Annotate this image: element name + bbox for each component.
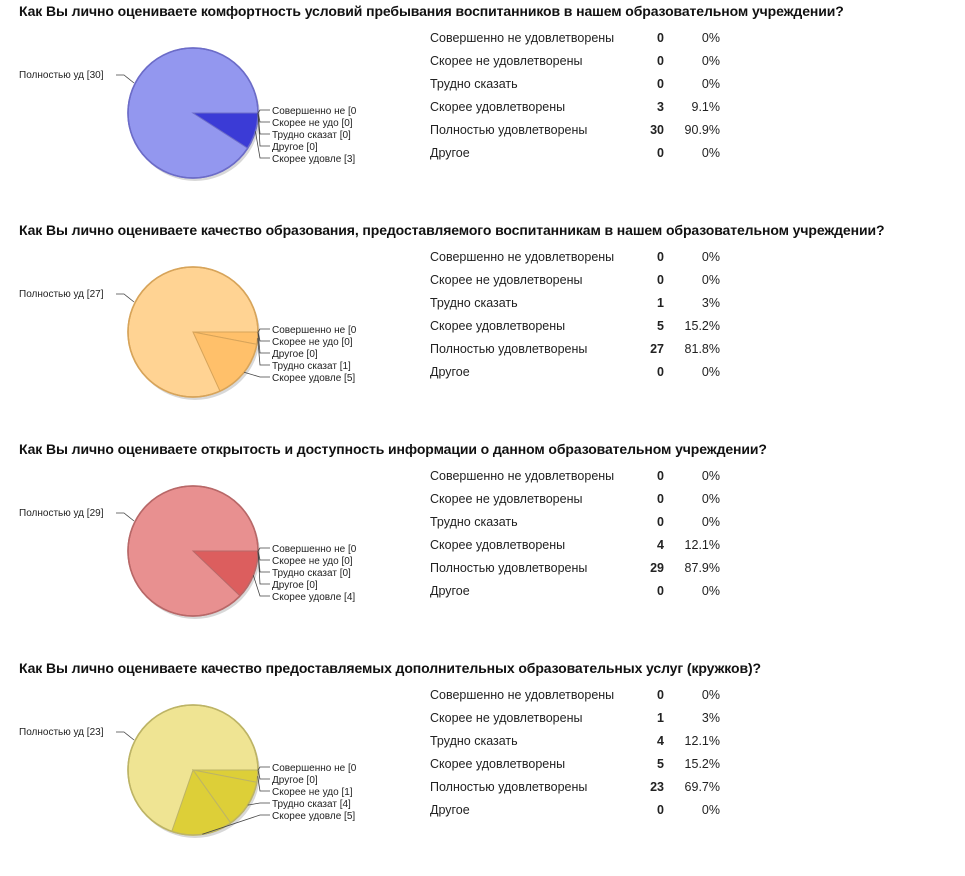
table-row: [424, 141, 720, 164]
option-count: 0: [657, 583, 664, 598]
option-percent: 0%: [701, 802, 720, 817]
question-section: [0, 0, 965, 219]
option-percent: 90.9%: [684, 122, 720, 137]
option-label: Полностью удовлетворены: [430, 341, 588, 356]
results-table: [424, 245, 720, 383]
table-row: [424, 775, 720, 798]
option-label: Другое: [430, 364, 470, 379]
option-label: Совершенно не удовлетворены: [430, 249, 615, 264]
table-row: [424, 118, 720, 141]
label-leader: [116, 294, 134, 302]
option-percent: 0%: [701, 272, 720, 287]
table-row: [424, 798, 720, 821]
table-row: [424, 49, 720, 72]
option-percent: 3%: [701, 295, 720, 310]
option-count: 0: [657, 514, 664, 529]
option-percent: 0%: [701, 30, 720, 45]
label-leader: [116, 732, 134, 740]
option-percent: 0%: [701, 249, 720, 264]
option-label: Скорее не удовлетворены: [430, 53, 583, 68]
pie-label: Другое [0]: [272, 775, 318, 786]
option-label: Трудно сказать: [430, 295, 518, 310]
pie-label-main: Полностью уд [29]: [19, 508, 104, 519]
option-label: Другое: [430, 802, 470, 817]
label-leader: [244, 372, 270, 377]
pie-label: Другое [0]: [272, 580, 318, 591]
pie-label: Совершенно не [0: [272, 325, 357, 336]
option-percent: 12.1%: [684, 733, 720, 748]
option-count: 0: [657, 468, 664, 483]
option-percent: 9.1%: [691, 99, 720, 114]
option-count: 0: [657, 30, 664, 45]
option-label: Скорее удовлетворены: [430, 756, 566, 771]
option-count: 29: [650, 560, 664, 575]
pie-label: Скорее удовле [5]: [272, 373, 356, 384]
table-row: [424, 556, 720, 579]
option-label: Совершенно не удовлетворены: [430, 30, 615, 45]
option-percent: 15.2%: [684, 756, 720, 771]
pie-label: Скорее не удо [1]: [272, 787, 353, 798]
table-row: [424, 752, 720, 775]
table-row: [424, 729, 720, 752]
pie-label: Скорее не удо [0]: [272, 118, 353, 129]
option-percent: 15.2%: [684, 318, 720, 333]
option-label: Скорее не удовлетворены: [430, 491, 583, 506]
option-count: 1: [657, 710, 664, 725]
option-count: 4: [657, 733, 664, 748]
option-count: 27: [650, 341, 664, 356]
option-count: 5: [657, 756, 664, 771]
option-percent: 3%: [701, 710, 720, 725]
table-row: [424, 268, 720, 291]
option-label: Скорее не удовлетворены: [430, 710, 583, 725]
option-percent: 0%: [701, 491, 720, 506]
question-title: Как Вы лично оцениваете комфортность условий пребывания воспитанников в нашем образовательном учреждении?: [19, 3, 844, 19]
pie-label-main: Полностью уд [23]: [19, 727, 104, 738]
question-title: Как Вы лично оцениваете открытость и доступность информации о данном образовательном учреждении?: [19, 441, 767, 457]
table-row: [424, 337, 720, 360]
table-row: [424, 291, 720, 314]
results-table: [424, 26, 720, 164]
pie-label: Скорее удовле [4]: [272, 592, 356, 603]
question-section: [0, 657, 965, 876]
option-label: Полностью удовлетворены: [430, 560, 588, 575]
option-label: Другое: [430, 145, 470, 160]
pie-chart: [0, 219, 420, 438]
results-table: [424, 683, 720, 821]
option-count: 0: [657, 53, 664, 68]
pie-label: Скорее не удо [0]: [272, 556, 353, 567]
option-label: Совершенно не удовлетворены: [430, 687, 615, 702]
option-label: Скорее удовлетворены: [430, 99, 566, 114]
pie-label: Совершенно не [0: [272, 763, 357, 774]
pie-label: Трудно сказат [1]: [272, 361, 351, 372]
option-percent: 0%: [701, 687, 720, 702]
option-count: 30: [650, 122, 664, 137]
option-count: 0: [657, 491, 664, 506]
option-percent: 0%: [701, 468, 720, 483]
question-section: [0, 438, 965, 657]
option-count: 3: [657, 99, 664, 114]
table-row: [424, 510, 720, 533]
option-percent: 0%: [701, 53, 720, 68]
option-count: 23: [650, 779, 664, 794]
table-row: [424, 72, 720, 95]
label-leader: [116, 513, 134, 521]
option-count: 0: [657, 145, 664, 160]
option-percent: 0%: [701, 145, 720, 160]
pie-label-main: Полностью уд [27]: [19, 289, 104, 300]
table-row: [424, 683, 720, 706]
table-row: [424, 579, 720, 602]
option-count: 1: [657, 295, 664, 310]
table-row: [424, 26, 720, 49]
label-leader: [116, 75, 134, 83]
option-percent: 69.7%: [684, 779, 720, 794]
table-row: [424, 360, 720, 383]
option-count: 0: [657, 687, 664, 702]
option-label: Другое: [430, 583, 470, 598]
option-count: 0: [657, 249, 664, 264]
pie-label: Трудно сказат [4]: [272, 799, 351, 810]
option-label: Полностью удовлетворены: [430, 122, 588, 137]
option-count: 5: [657, 318, 664, 333]
table-row: [424, 314, 720, 337]
option-percent: 0%: [701, 514, 720, 529]
table-row: [424, 706, 720, 729]
pie-label: Трудно сказат [0]: [272, 130, 351, 141]
label-leader: [253, 575, 270, 596]
question-title: Как Вы лично оцениваете качество предоставляемых дополнительных образовательных услуг (кружков)?: [19, 660, 762, 676]
option-count: 0: [657, 272, 664, 287]
pie-label: Скорее удовле [3]: [272, 154, 356, 165]
pie-label: Другое [0]: [272, 142, 318, 153]
option-count: 4: [657, 537, 664, 552]
pie-label: Совершенно не [0: [272, 544, 357, 555]
option-label: Трудно сказать: [430, 733, 518, 748]
option-percent: 87.9%: [684, 560, 720, 575]
pie-label-main: Полностью уд [30]: [19, 70, 104, 81]
label-leader: [255, 131, 270, 158]
pie-label: Совершенно не [0: [272, 106, 357, 117]
option-percent: 81.8%: [684, 341, 720, 356]
pie-label: Скорее удовле [5]: [272, 811, 356, 822]
option-label: Скорее удовлетворены: [430, 537, 566, 552]
question-section: [0, 219, 965, 438]
table-row: [424, 95, 720, 118]
option-percent: 0%: [701, 583, 720, 598]
results-table: [424, 464, 720, 602]
table-row: [424, 487, 720, 510]
pie-chart: [0, 0, 420, 219]
table-row: [424, 533, 720, 556]
option-percent: 0%: [701, 76, 720, 91]
pie-label: Другое [0]: [272, 349, 318, 360]
option-label: Полностью удовлетворены: [430, 779, 588, 794]
option-count: 0: [657, 364, 664, 379]
option-label: Трудно сказать: [430, 514, 518, 529]
pie-chart: [0, 657, 420, 876]
question-title: Как Вы лично оцениваете качество образования, предоставляемого воспитанникам в нашем образовательном учреждении?: [19, 222, 885, 238]
option-percent: 12.1%: [684, 537, 720, 552]
option-count: 0: [657, 802, 664, 817]
option-percent: 0%: [701, 364, 720, 379]
option-label: Совершенно не удовлетворены: [430, 468, 615, 483]
table-row: [424, 464, 720, 487]
option-label: Скорее не удовлетворены: [430, 272, 583, 287]
pie-chart: [0, 438, 420, 657]
pie-label: Скорее не удо [0]: [272, 337, 353, 348]
option-count: 0: [657, 76, 664, 91]
option-label: Трудно сказать: [430, 76, 518, 91]
table-row: [424, 245, 720, 268]
pie-label: Трудно сказат [0]: [272, 568, 351, 579]
option-label: Скорее удовлетворены: [430, 318, 566, 333]
